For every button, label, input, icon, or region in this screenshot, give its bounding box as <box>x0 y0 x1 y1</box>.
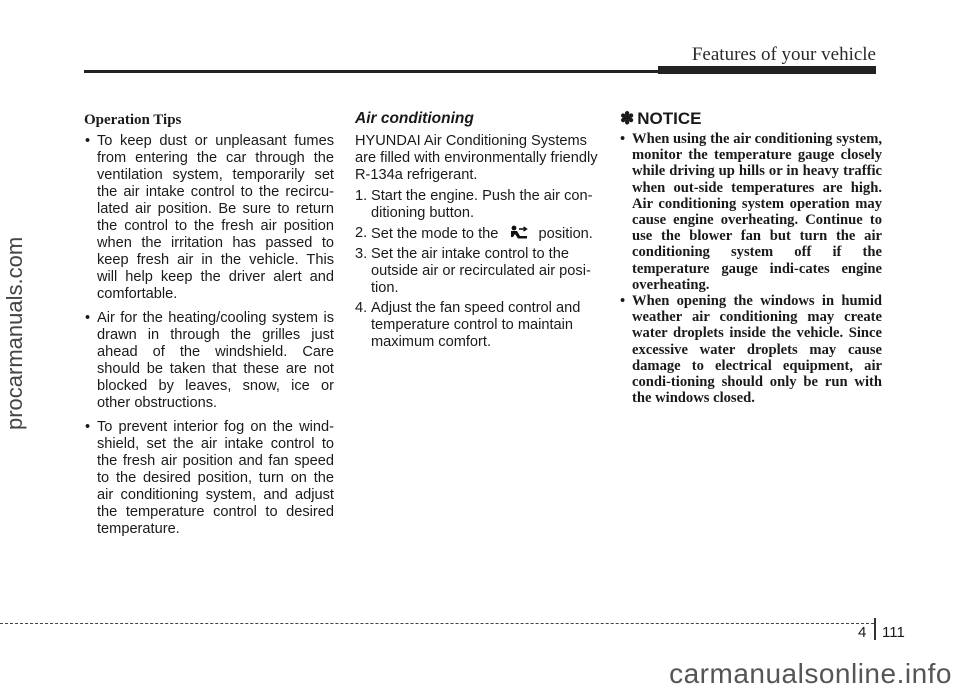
intro-paragraph: HYUNDAI Air Conditioning Systems are filled with environmentally friendly R-134a refrigerant. <box>355 133 598 183</box>
list-item <box>355 246 605 297</box>
list-item: • Air for the heating/cooling system is drawn in through the grilles just ahead of the windshield. Care should be taken that these are not blocked by leaves, snow, ice or other obstructions. <box>84 310 334 412</box>
notice-star-icon: ✽ <box>620 109 635 128</box>
notice-list <box>620 131 882 406</box>
step-text: Adjust the fan speed control and temperature control to maintain maximum comfort. <box>371 300 581 350</box>
side-watermark: procarmanuals.com <box>2 236 27 430</box>
list-item: • To prevent interior fog on the wind-shield, set the air intake control to the fresh air position and fan speed to the desired position, turn on the air conditioning system, and adjust the temperature control to desired temperature. <box>84 419 334 538</box>
operation-tips-list <box>84 133 334 538</box>
operation-tips-heading: Operation Tips <box>84 112 182 128</box>
list-item: • To keep dust or unpleasant fumes from entering the car through the ventilation system, temporarily set the air intake control to the recircu-lated air position. Be sure to return the control to the fresh air position when the irritation has passed to keep fresh air in the vehicle. This will help keep the driver alert and comfortable. <box>84 133 334 303</box>
section-title: Air conditioning <box>355 110 474 127</box>
footer-page-number: 111 <box>882 624 905 641</box>
footer-chapter: 4 <box>858 624 867 641</box>
steps-list <box>355 188 605 351</box>
step-number: 4. <box>355 300 368 316</box>
step-number: 2. <box>355 225 368 241</box>
list-item: • When opening the windows in humid weather air conditioning may create water droplets inside the vehicle. Since excessive water droplets may cause damage to electrical equipment, air condi-tioning should only be run with the windows closed. <box>620 293 882 406</box>
column-operation-tips <box>84 110 334 545</box>
list-item <box>355 300 605 351</box>
step-text: Set the mode to the <box>371 226 499 242</box>
step-text: Set the air intake control to the outside air or recirculated air posi-tion. <box>371 246 591 296</box>
step-text-tail: position. <box>538 226 593 242</box>
list-item: • When using the air conditioning system, monitor the temperature gauge closely while driving up hills or in heavy traffic when out-side temperatures are high. Air conditioning system operation may cause engine overheating. Continue to use the blower fan but turn the air conditioning system off if the temperature gauge indi-cates engine overheating. <box>620 131 882 293</box>
list-item <box>355 188 605 222</box>
column-notice <box>620 110 882 406</box>
list-item <box>355 225 605 243</box>
step-text: Start the engine. Push the air con-ditioning button. <box>371 188 593 221</box>
header-title: Features of your vehicle <box>691 44 876 65</box>
header-tab <box>658 66 876 74</box>
footer-rule <box>0 623 874 624</box>
bottom-watermark: carmanualsonline.info <box>669 658 952 689</box>
notice-title <box>620 110 882 127</box>
footer-divider <box>874 618 876 640</box>
column-air-conditioning <box>355 110 605 354</box>
step-number: 1. <box>355 188 368 204</box>
step-number: 3. <box>355 246 368 262</box>
vent-mode-icon <box>505 225 531 241</box>
notice-label: NOTICE <box>637 109 702 128</box>
header-rule <box>84 70 658 73</box>
